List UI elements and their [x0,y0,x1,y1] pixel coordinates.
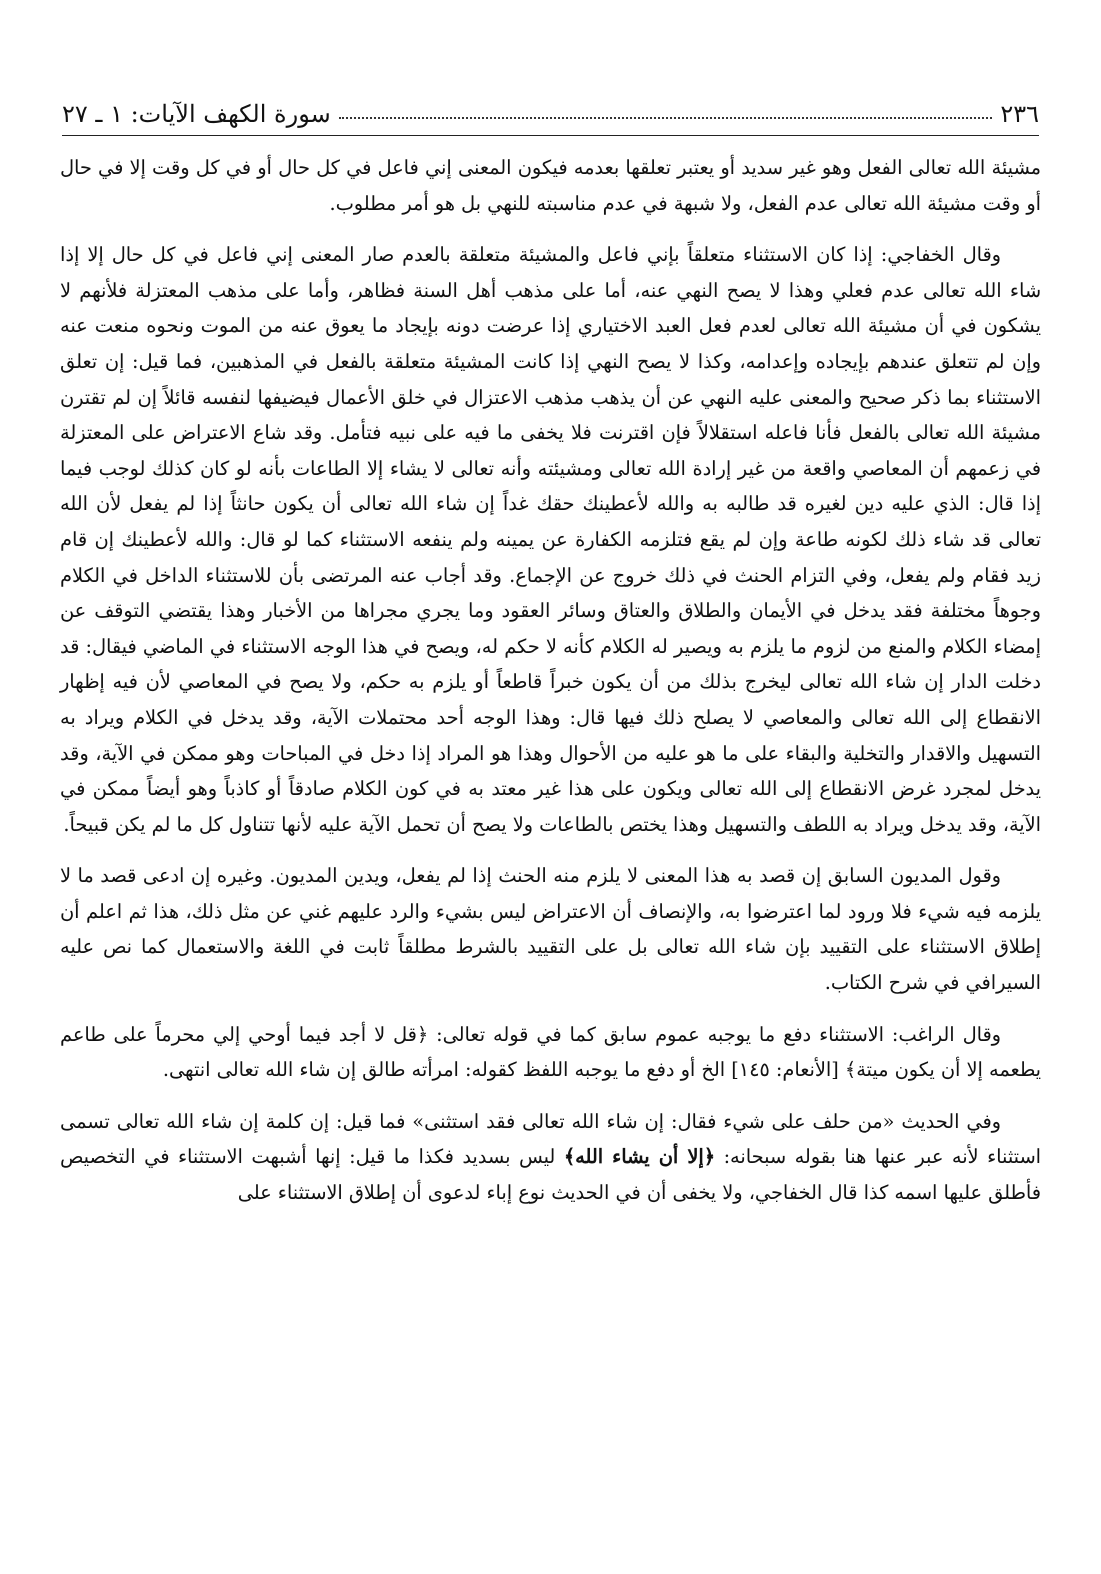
paragraph: وقول المديون السابق إن قصد به هذا المعنى لا يلزم منه الحنث إذا لم يفعل، ويدين المديون. وغيره إن ادعى قصد ما لا يلزمه فيه شيء فلا ورود لما اعترضوا به، والإنصاف أن الاعتراض ليس بشيء والرد عليهم غني عن مثل ذلك، هذا ثم اعلم أن إطلاق الاستثناء على التقييد بإن شاء الله تعالى بل على التقييد بالشرط مطلقاً ثابت في اللغة والاستعمال كما نص عليه السيرافي في شرح الكتاب. [60,864,1041,995]
paragraph: وقال الراغب: الاستثناء دفع ما يوجبه عموم سابق كما في قوله تعالى: ﴿قل لا أجد فيما أوحي إلي محرماً على طاعم يطعمه إلا أن يكون ميتة﴾ [الأنعام: ١٤٥] الخ أو دفع ما يوجبه اللفظ كقوله: امرأته طالق إن شاء الله تعالى انتهى. [60,1022,1041,1082]
text-run: وفي الحديث «من حلف على شيء فقال: إن شاء الله تعالى فقد استثنى» فما قيل: إن كلمة إن شاء الله تعالى تسمى استثناء لأنه عبر عنها هنا بقوله سبحانه: [60,1109,1041,1169]
running-header [62,92,1039,128]
quran-quote: ﴿إلا أن يشاء الله﴾ [563,1145,716,1169]
header-rule [62,135,1039,136]
paragraph: مشيئة الله تعالى الفعل وهو غير سديد أو يعتبر تعلقها بعدمه فيكون المعنى إني فاعل في كل حال أو في كل وقت إلا في حال أو وقت مشيئة الله تعالى عدم الفعل، ولا شبهة في عدم مناسبته للنهي بل هو أمر مطلوب. [60,156,1041,215]
paragraph: وقال الخفاجي: إذا كان الاستثناء متعلقاً بإني فاعل والمشيئة متعلقة بالعدم صار المعنى إني فاعل في كل حال إلا إذا شاء الله تعالى عدم فعلي وهذا لا يصح النهي عنه، أما على مذهب أهل السنة فظاهر، وأما على مذهب المعتزلة فلأنهم لا يشكون في أن مشيئة الله تعالى لعدم فعل العبد الاختياري إذا عرضت دونه بإيجاد ما يعوق عنه من الموت ونحوه منعت عنه وإن لم تتعلق عندهم بإيجاده وإعدامه، وكذا لا يصح النهي إذا كانت المشيئة متعلقة بالفعل في المذهبين، فما قيل: إن تعلق الاستثناء بما ذكر صحيح والمعنى عليه النهي عن أن يذهب مذهب الاعتزال في خلق الأعمال فيضيفها لنفسه قائلاً إن لم تقترن مشيئة الله تعالى بالفعل فأنا فاعله استقلالاً فإن اقترنت فلا يخفى ما فيه على نبيه فتأمل. وقد شاع الاعتراض على المعتزلة في زعمهم أن المعاصي واقعة من غير إرادة الله تعالى ومشيئته وأنه تعالى لا يشاء إلا الطاعات بأنه لو كان كذلك لوجب فيما إذا قال: الذي عليه دين لغيره قد طالبه به والله لأعطينك حقك غداً إن شاء الله تعالى أن يكون حانثاً إذا لم يفعل لأن الله تعالى قد شاء ذلك لكونه طاعة وإن لم يقع فتلزمه الكفارة عن يمينه ولم ينفعه الاستثناء كما لو قال: والله لأعطينك إن قام زيد فقام ولم يفعل، وفي التزام الحنث في ذلك خروج عن الإجماع. وقد أجاب عنه المرتضى بأن للاستثناء الداخل في الكلام وجوهاً مختلفة فقد يدخل في الأيمان والطلاق والعتاق وسائر العقود وما يجري مجراها من الأخبار وهذا يقتضي التوقف عن إمضاء الكلام والمنع من لزوم ما يلزم به ويصير له الكلام كأنه لا حكم له، ويصح في هذا الوجه الاستثناء في الماضي فيقال: قد دخلت الدار إن شاء الله تعالى ليخرج بذلك من أن يكون خبراً قاطعاً أو يلزم به حكم، ولا يصح في المعاصي لأن فيه إظهار الانقطاع إلى الله تعالى والمعاصي لا يصلح ذلك فيها قال: وهذا الوجه أحد محتملات الآية، وقد يدخل في الكلام ويراد به التسهيل والاقدار والتخلية والبقاء على ما هو عليه من الأحوال وهذا هو المراد إذا دخل في المباحات وهو ممكن في الآية، وقد يدخل لمجرد غرض الانقطاع إلى الله تعالى ويكون على هذا غير معتد به في كون الكلام صادقاً أو كاذباً وهو أيضاً ممكن في الآية، وقد يدخل ويراد به اللطف والتسهيل وهذا يختص بالطاعات ولا يصح أن تحمل الآية عليه لأنها تتناول كل ما لم يكن قبيحاً. [60,243,1041,836]
page-number: ٢٣٦ [1000,100,1039,128]
text-run: ليس بسديد فكذا ما قيل: إنها أشبهت الاستثناء في التخصيص فأطلق عليها اسمه كذا قال الخفاجي، ولا يخفى أن في الحديث نوع إباء لدعوى أن إطلاق الاستثناء على [60,1145,1041,1205]
body-text [60,150,1041,1211]
header-title: سورة الكهف الآيات: ١ ـ ٢٧ [62,100,331,128]
leader-dots [339,117,993,119]
paragraph-last [60,1104,1041,1211]
